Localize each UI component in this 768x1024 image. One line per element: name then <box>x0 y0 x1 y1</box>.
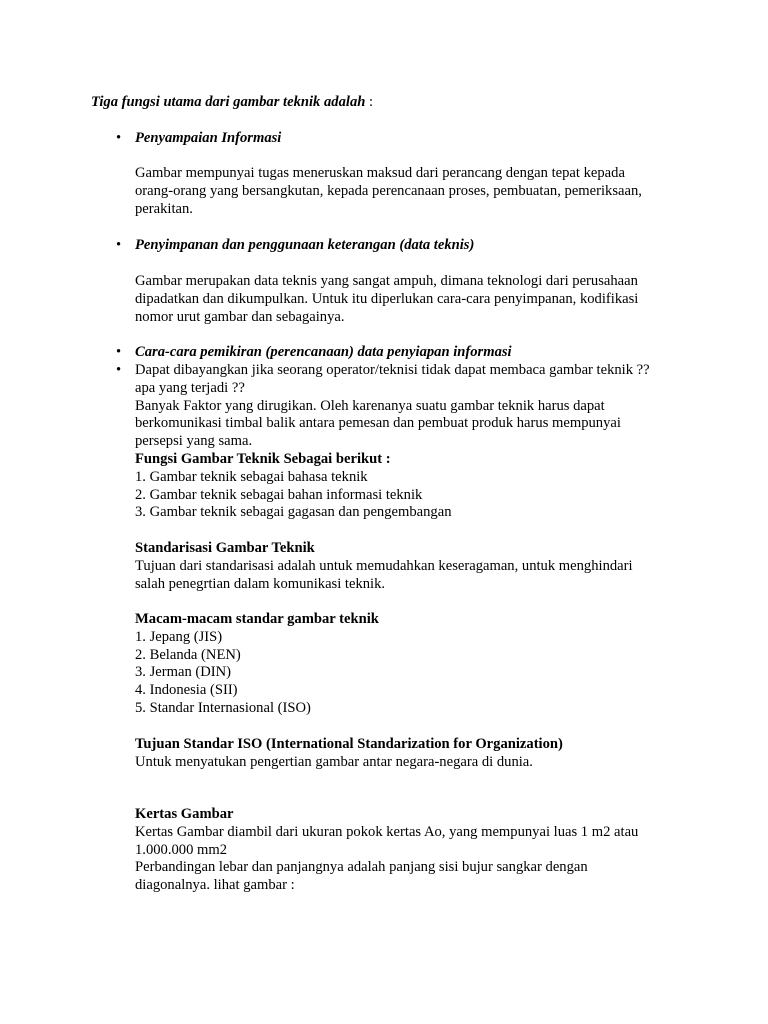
macam-section <box>135 611 379 718</box>
section1-heading: Penyampaian Informasi <box>135 130 282 146</box>
section3-line: Dapat dibayangkan jika seorang operator/teknisi tidak dapat membaca gambar teknik ?? <box>135 362 650 378</box>
section3-line: berkomunikasi timbal balik antara pemesan dan pembuat produk harus mempunyai <box>135 415 621 432</box>
section1-line: Gambar mempunyai tugas meneruskan maksud dari perancang dengan tepat kepada <box>135 165 625 181</box>
kertas-section <box>135 806 638 895</box>
section3-line: Banyak Faktor yang dirugikan. Oleh karenanya suatu gambar teknik harus dapat <box>135 397 605 414</box>
fungsi-item: 1. Gambar teknik sebagai bahasa teknik <box>135 468 368 485</box>
kertas-line: Kertas Gambar diambil dari ukuran pokok kertas Ao, yang mempunyai luas 1 m2 atau <box>135 823 639 840</box>
section2-line: dipadatkan dan dikumpulkan. Untuk itu diperlukan cara-cara penyimpanan, kodifikasi <box>135 290 639 307</box>
standarisasi-line: Tujuan dari standarisasi adalah untuk memudahkan keseragaman, untuk menghindari <box>135 557 633 574</box>
standarisasi-heading: Standarisasi Gambar Teknik <box>135 540 315 556</box>
section3-heading: Cara-cara pemikiran (perencanaan) data penyiapan informasi <box>135 344 512 360</box>
iso-line: Untuk menyatukan pengertian gambar antar negara-negara di dunia. <box>135 753 533 770</box>
section3-line: apa yang terjadi ?? <box>135 379 245 396</box>
section2-heading: Penyimpanan dan penggunaan keterangan (data teknis) <box>135 237 475 253</box>
section2-line: nomor urut gambar dan sebagainya. <box>135 308 345 325</box>
fungsi-item: 2. Gambar teknik sebagai bahan informasi teknik <box>135 486 423 503</box>
section1-line: perakitan. <box>135 200 193 217</box>
macam-heading: Macam-macam standar gambar teknik <box>135 611 379 627</box>
fungsi-item: 3. Gambar teknik sebagai gagasan dan pengembangan <box>135 504 452 521</box>
kertas-line: Perbandingan lebar dan panjangnya adalah panjang sisi bujur sangkar dengan <box>135 859 588 876</box>
macam-item: 4. Indonesia (SII) <box>135 682 238 699</box>
section1-line: orang-orang yang bersangkutan, kepada perencanaan proses, pembuatan, pemeriksaan, <box>135 182 642 199</box>
kertas-line: 1.000.000 mm2 <box>135 841 228 858</box>
kertas-heading: Kertas Gambar <box>135 806 234 822</box>
bullet-icon: • <box>116 362 122 378</box>
section3-line: persepsi yang sama. <box>135 433 253 450</box>
section1-body <box>135 165 642 218</box>
kertas-line: diagonalnya. lihat gambar : <box>135 877 295 894</box>
bullet-icon: • <box>116 344 122 360</box>
intro-colon: : <box>365 94 374 110</box>
iso-section <box>135 736 563 772</box>
standarisasi-section <box>135 540 633 593</box>
macam-item: 3. Jerman (DIN) <box>135 664 232 681</box>
bullet-icon: • <box>116 130 122 146</box>
fungsi-heading: Fungsi Gambar Teknik Sebagai berikut : <box>135 451 391 467</box>
macam-item: 5. Standar Internasional (ISO) <box>135 699 311 716</box>
section3-body <box>135 362 650 451</box>
intro-text: Tiga fungsi utama dari gambar teknik adalah <box>91 94 366 110</box>
standarisasi-line: salah penegrtian dalam komunikasi teknik. <box>135 575 386 592</box>
section2-line: Gambar merupakan data teknis yang sangat ampuh, dimana teknologi dari perusahaan <box>135 273 638 289</box>
section2-body <box>135 273 638 326</box>
macam-item: 1. Jepang (JIS) <box>135 628 223 645</box>
iso-heading: Tujuan Standar ISO (International Standarization for Organization) <box>135 736 563 752</box>
macam-item: 2. Belanda (NEN) <box>135 646 241 663</box>
bullet-icon: • <box>116 237 122 253</box>
fungsi-section <box>135 451 452 522</box>
intro-line <box>91 94 373 112</box>
